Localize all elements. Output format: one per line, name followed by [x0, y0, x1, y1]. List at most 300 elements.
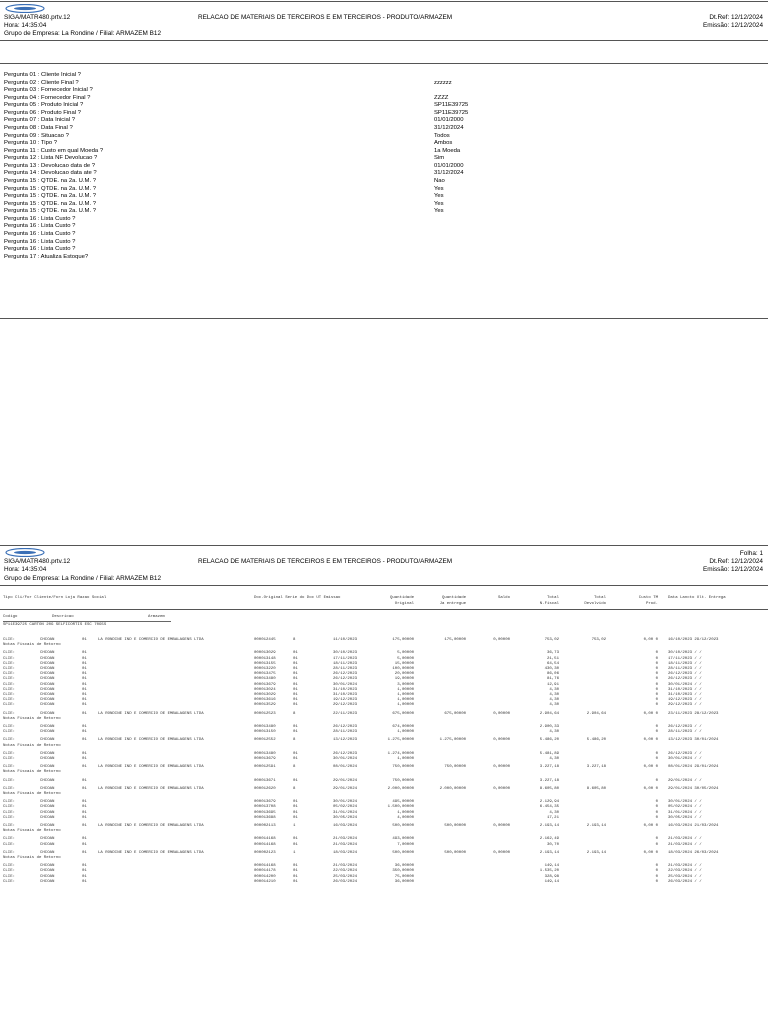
row-client-code: CHCOAN [40, 638, 55, 642]
row-series: 01 [293, 778, 298, 783]
row-issue-date: 30/05/2024 [333, 815, 358, 820]
row-dates: 30/01/2024 / / [668, 800, 702, 805]
row-invoice-total: 3.227,18 [539, 778, 559, 783]
row-cost: 0 [655, 869, 658, 874]
row-qty-original: 1,00000 [397, 703, 414, 708]
row-returned-total: 2.904,64 [586, 711, 606, 716]
row-invoice-total: 4,30 [549, 693, 559, 697]
sub-header-description: Descricao [52, 615, 74, 619]
row-dates: 30/10/2023 / / [668, 651, 702, 656]
row-series: 01 [293, 667, 298, 671]
parameter-answer: 1a Moeda [434, 147, 461, 154]
parameter-answer: Sim [434, 155, 445, 162]
row-document: 000013029 [254, 693, 276, 697]
row-issue-date: 31/01/2024 [333, 810, 358, 815]
row-qty-original: 1.274,00000 [387, 751, 414, 756]
row-qty-delivered: 175,00000 [444, 638, 466, 642]
row-series: 01 [293, 656, 298, 661]
return-notes-label: Notas Fiscais de Retorno [3, 743, 61, 748]
row-series: 01 [293, 805, 298, 810]
row-document: 000013708 [254, 805, 276, 810]
row-invoice-total: 1.535,20 [539, 869, 559, 874]
row-cost: 0 [655, 693, 658, 697]
row-store: 01 [82, 810, 87, 815]
row-dates: 16/10/2023 29/12/2023 [668, 638, 719, 642]
col-header-returned-total-2: Devolvido [584, 602, 606, 606]
totvs-logo-icon [5, 548, 45, 557]
row-dates: 29/12/2023 / / [668, 703, 702, 708]
row-balance: 0,00000 [493, 850, 510, 855]
row-series: 01 [293, 730, 298, 735]
row-client-code: CHCOAN [40, 661, 55, 666]
row-cost: 0 [655, 725, 658, 729]
row-dates: 17/11/2023 / / [668, 656, 702, 661]
issue-date: Emissão: 12/12/2024 [702, 22, 763, 29]
ref-date: Dt.Ref: 12/12/2024 [709, 558, 763, 565]
return-notes-label: Notas Fiscais de Retorno [3, 856, 61, 860]
row-invoice-total: 430,30 [544, 667, 559, 671]
row-issue-date: 19/12/2023 [333, 698, 358, 703]
row-document: 000012445 [254, 638, 276, 642]
return-notes-label: Notas Fiscais de Retorno [3, 643, 61, 648]
parameter-answer: Nao [434, 177, 445, 184]
row-client-code: CHCOAN [40, 765, 55, 770]
row-cost: 0 [655, 651, 658, 656]
row-issue-date: 30/01/2024 [333, 757, 358, 761]
row-invoice-total: 4,30 [549, 698, 559, 703]
row-party-type: CLIE: [3, 687, 16, 692]
row-qty-original: 20,00000 [394, 672, 414, 677]
row-issue-date: 28/11/2023 [333, 730, 358, 735]
row-cost: 0,00 0 [643, 738, 658, 743]
row-cost: 0 [655, 800, 658, 805]
row-party-type: CLIE: [3, 651, 16, 656]
row-company-name: LA RONDINE IND E COMERCIO DE EMBALAGENS LTDA [98, 824, 204, 828]
row-party-type: CLIE: [3, 667, 16, 671]
row-series: 1 [293, 850, 296, 855]
row-dates: 21/03/2024 / / [668, 864, 702, 869]
page-number: Folha: 1 [739, 550, 763, 557]
row-qty-original: 500,00000 [392, 824, 414, 828]
row-series: 8 [293, 765, 296, 770]
row-cost: 0 [655, 778, 658, 783]
row-client-code: CHCOAN [40, 786, 55, 791]
row-qty-delivered: 675,00000 [444, 711, 466, 716]
row-party-type: CLIE: [3, 751, 16, 756]
row-series: 01 [293, 874, 298, 879]
parameter-answer: ZZZZ [434, 94, 449, 101]
parameter-question: Pergunta 17 : Atualiza Estoque? [4, 253, 89, 260]
row-issue-date: 25/03/2024 [333, 874, 358, 879]
row-client-code: CHCOAN [40, 874, 55, 879]
row-document: 000012552 [254, 738, 276, 743]
row-document: 000013688 [254, 815, 276, 820]
row-client-code: CHCOAN [40, 805, 55, 810]
row-store: 01 [82, 651, 87, 656]
row-series: 01 [293, 757, 298, 761]
parameter-question: Pergunta 15 : QTDE. na 2a. U.M. ? [4, 177, 97, 184]
row-cost: 0 [655, 677, 658, 682]
row-document: 000013220 [254, 667, 276, 671]
row-client-code: CHCOAN [40, 651, 55, 656]
row-qty-original: 1.275,00000 [387, 738, 414, 743]
row-document: 000013679 [254, 682, 276, 687]
row-series: 01 [293, 800, 298, 805]
row-balance: 0,00000 [493, 765, 510, 770]
row-qty-original: 175,00000 [392, 638, 414, 642]
row-qty-original: 1,00000 [397, 698, 414, 703]
row-company-name: LA RONDINE IND E COMERCIO DE EMBALAGENS LTDA [98, 786, 204, 791]
parameter-answer: zzzzzz [434, 79, 452, 86]
row-cost: 0 [655, 810, 658, 815]
row-party-type: CLIE: [3, 677, 16, 682]
parameter-answer: Yes [434, 208, 444, 215]
row-company-name: LA RONDINE IND E COMERCIO DE EMBALAGENS LTDA [98, 711, 204, 716]
program-name: SIGA/MATR480.prtv.12 [4, 14, 71, 21]
top-rule [0, 1, 768, 2]
row-qty-delivered: 2.000,00000 [439, 786, 466, 791]
row-dates: 26/03/2024 / / [668, 879, 702, 884]
row-client-code: CHCOAN [40, 672, 55, 677]
row-store: 01 [82, 751, 87, 756]
parameter-question: Pergunta 15 : QTDE. na 2a. U.M. ? [4, 208, 97, 215]
row-client-code: CHCOAN [40, 677, 55, 682]
row-store: 01 [82, 805, 87, 810]
row-issue-date: 22/03/2024 [333, 869, 358, 874]
row-qty-delivered: 500,00000 [444, 824, 466, 828]
row-qty-original: 19,00000 [394, 677, 414, 682]
header-rule [0, 585, 768, 586]
row-client-code: CHCOAN [40, 730, 55, 735]
row-client-code: CHCOAN [40, 738, 55, 743]
row-document: 000013679 [254, 757, 276, 761]
row-issue-date: 08/01/2024 [333, 765, 358, 770]
report-page-2 [0, 545, 768, 1024]
row-store: 01 [82, 703, 87, 708]
row-store: 01 [82, 672, 87, 677]
parameter-question: Pergunta 16 : Lista Custo ? [4, 230, 76, 237]
col-header-balance: Saldo [497, 596, 510, 600]
row-document: 000013480 [254, 677, 276, 682]
row-invoice-total: 4,30 [549, 703, 559, 708]
row-client-code: CHCOAN [40, 837, 55, 842]
company-group: Grupo de Empresa: La Rondine / Filial: ARMAZEM B12 [4, 575, 161, 582]
row-qty-original: 1,00000 [397, 810, 414, 815]
row-invoice-total: 8.605,80 [539, 786, 559, 791]
ref-date: Dt.Ref: 12/12/2024 [709, 14, 763, 21]
row-dates: 22/03/2024 / / [668, 869, 702, 874]
row-dates: 13/12/2023 30/01/2024 [668, 738, 719, 743]
row-client-code: CHCOAN [40, 698, 55, 703]
row-invoice-total: 81,76 [546, 677, 559, 682]
parameter-question: Pergunta 15 : QTDE. na 2a. U.M. ? [4, 193, 97, 200]
parameter-question: Pergunta 15 : QTDE. na 2a. U.M. ? [4, 200, 97, 207]
row-invoice-total: 17,21 [546, 815, 559, 820]
row-dates: 25/03/2024 / / [668, 874, 702, 879]
row-invoice-total: 30,70 [546, 842, 559, 847]
row-store: 01 [82, 778, 87, 783]
row-cost: 0 [655, 751, 658, 756]
row-document: 000013155 [254, 661, 276, 666]
row-invoice-total: 2.129,94 [539, 800, 559, 805]
col-header-dates: Data Lancto Ult. Entrega [668, 596, 726, 600]
row-client-code: CHCOAN [40, 824, 55, 828]
row-cost: 0 [655, 656, 658, 661]
parameter-question: Pergunta 12 : Lista NF Devolucao ? [4, 155, 98, 162]
row-party-type: CLIE: [3, 682, 16, 687]
row-document: 000013480 [254, 751, 276, 756]
row-returned-total: 5.486,20 [586, 738, 606, 743]
row-series: 1 [293, 824, 296, 828]
row-invoice-total: 6.454,35 [539, 805, 559, 810]
row-party-type: CLIE: [3, 765, 16, 770]
row-client-code: CHCOAN [40, 687, 55, 692]
row-qty-original: 1,00000 [397, 730, 414, 735]
row-client-code: CHCOAN [40, 869, 55, 874]
row-document: 000013150 [254, 730, 276, 735]
row-cost: 0 [655, 687, 658, 692]
row-invoice-total: 12,91 [546, 682, 559, 687]
row-qty-original: 1,00000 [397, 757, 414, 761]
print-time: Hora: 14:35:04 [4, 22, 47, 29]
sub-header-warehouse: Armazem [148, 615, 165, 619]
row-client-code: CHCOAN [40, 850, 55, 855]
row-party-type: CLIE: [3, 800, 16, 805]
row-dates: 28/11/2023 / / [668, 730, 702, 735]
row-cost: 0 [655, 730, 658, 735]
parameter-question: Pergunta 01 : Cliente Inicial ? [4, 72, 81, 78]
row-qty-original: 750,00000 [392, 765, 414, 770]
row-party-type: CLIE: [3, 837, 16, 842]
row-dates: 28/11/2023 / / [668, 667, 702, 671]
row-issue-date: 29/12/2023 [333, 703, 358, 708]
row-series: 01 [293, 879, 298, 884]
parameter-answer: Ambos [434, 140, 453, 147]
report-title: RELACAO DE MATERIAIS DE TERCEIROS E EM TERCEIROS - PRODUTO/ARMAZEM [198, 14, 453, 21]
row-dates: 30/05/2024 / / [668, 815, 702, 820]
row-document: 000013148 [254, 656, 276, 661]
return-notes-label: Notas Fiscais de Retorno [3, 829, 61, 834]
row-series: 8 [293, 786, 296, 791]
row-qty-original: 493,00000 [392, 837, 414, 842]
row-store: 01 [82, 800, 87, 805]
row-store: 01 [82, 725, 87, 729]
row-dates: 05/02/2024 / / [668, 805, 702, 810]
return-notes-label: Notas Fiscais de Retorno [3, 716, 61, 721]
row-dates: 30/01/2024 / / [668, 757, 702, 761]
row-party-type: CLIE: [3, 711, 16, 716]
row-issue-date: 18/11/2023 [333, 661, 358, 666]
row-dates: 31/10/2023 / / [668, 687, 702, 692]
row-qty-original: 100,00000 [392, 667, 414, 671]
row-qty-original: 1,00000 [397, 693, 414, 697]
row-party-type: CLIE: [3, 656, 16, 661]
row-store: 01 [82, 638, 87, 642]
row-series: 01 [293, 869, 298, 874]
report-title: RELACAO DE MATERIAIS DE TERCEIROS E EM TERCEIROS - PRODUTO/ARMAZEM [198, 558, 453, 565]
row-qty-original: 495,00000 [392, 800, 414, 805]
row-document: 000013024 [254, 687, 276, 692]
row-client-code: CHCOAN [40, 864, 55, 869]
parameter-question: Pergunta 03 : Fornecedor Inicial ? [4, 87, 93, 94]
row-document: 000013029 [254, 651, 276, 656]
row-store: 01 [82, 693, 87, 697]
row-party-type: CLIE: [3, 672, 16, 677]
row-series: 01 [293, 751, 298, 756]
row-document: 000014168 [254, 837, 276, 842]
row-client-code: CHCOAN [40, 703, 55, 708]
parameter-answer: Todos [434, 132, 450, 139]
row-document: 000014210 [254, 879, 276, 884]
row-store: 01 [82, 879, 87, 884]
row-document: 000014168 [254, 864, 276, 869]
col-header-cost: Custo TM [638, 596, 658, 600]
row-issue-date: 28/11/2023 [333, 667, 358, 671]
row-party-type: CLIE: [3, 703, 16, 708]
row-cost: 0 [655, 757, 658, 761]
col-header-qty-original-2: Original [394, 602, 414, 606]
row-store: 01 [82, 786, 87, 791]
row-series: 01 [293, 677, 298, 682]
row-issue-date: 13/12/2023 [333, 738, 358, 743]
row-store: 01 [82, 757, 87, 761]
row-issue-date: 17/11/2023 [333, 656, 358, 661]
row-dates: 19/12/2023 / / [668, 698, 702, 703]
row-invoice-total: 5.481,89 [539, 751, 559, 756]
row-invoice-total: 4,30 [549, 730, 559, 735]
row-invoice-total: 2.193,14 [539, 850, 559, 855]
row-document: 000013679 [254, 800, 276, 805]
row-document: 000013616 [254, 698, 276, 703]
parameter-question: Pergunta 06 : Produto Final ? [4, 109, 81, 116]
col-header-qty-delivered-2: Ja entregue [439, 602, 466, 606]
row-cost: 0 [655, 874, 658, 879]
row-returned-total: 753,02 [591, 638, 606, 642]
row-series: 01 [293, 698, 298, 703]
row-dates: 18/03/2024 26/03/2024 [668, 850, 719, 855]
row-cost: 0 [655, 864, 658, 869]
parameter-question: Pergunta 16 : Lista Custo ? [4, 223, 76, 230]
row-document: 000014200 [254, 874, 276, 879]
row-balance: 0,00000 [493, 638, 510, 642]
row-invoice-total: 2.193,14 [539, 824, 559, 828]
row-party-type: CLIE: [3, 810, 16, 815]
row-dates: 29/01/2024 / / [668, 778, 702, 783]
col-header-rule [0, 609, 768, 610]
row-series: 01 [293, 682, 298, 687]
row-issue-date: 26/12/2023 [333, 725, 358, 729]
row-qty-original: 5,00000 [397, 656, 414, 661]
row-qty-original: 15,00000 [394, 661, 414, 666]
row-invoice-total: 36,73 [546, 651, 559, 656]
row-series: 01 [293, 837, 298, 842]
parameter-question: Pergunta 07 : Data Inicial ? [4, 117, 76, 124]
issue-date: Emissão: 12/12/2024 [702, 566, 763, 573]
row-issue-date: 18/03/2024 [333, 850, 358, 855]
row-dates: 26/12/2023 / / [668, 725, 702, 729]
row-client-code: CHCOAN [40, 725, 55, 729]
row-party-type: CLIE: [3, 698, 16, 703]
row-balance: 0,00000 [493, 824, 510, 828]
row-cost: 0 [655, 879, 658, 884]
row-issue-date: 21/03/2024 [333, 864, 358, 869]
row-invoice-total: 4,30 [549, 687, 559, 692]
parameter-answer: 31/12/2024 [434, 124, 464, 131]
totvs-logo-icon [5, 4, 45, 13]
parameter-question: Pergunta 02 : Cliente Final ? [4, 79, 79, 86]
row-series: 01 [293, 687, 298, 692]
row-invoice-total: 149,14 [544, 879, 559, 884]
row-client-code: CHCOAN [40, 757, 55, 761]
row-returned-total: 3.227,18 [586, 765, 606, 770]
col-header-cost-2: Prod. [645, 602, 658, 606]
row-invoice-total: 5.486,20 [539, 738, 559, 743]
row-issue-date: 31/10/2023 [333, 693, 358, 697]
parameter-question: Pergunta 10 : Tipo ? [4, 140, 58, 147]
row-dates: 26/12/2023 / / [668, 751, 702, 756]
row-client-code: CHCOAN [40, 656, 55, 661]
return-notes-label: Notas Fiscais de Retorno [3, 770, 61, 775]
row-document: 000013695 [254, 810, 276, 815]
row-client-code: CHCOAN [40, 815, 55, 820]
row-qty-original: 2.000,00000 [387, 786, 414, 791]
row-client-code: CHCOAN [40, 842, 55, 847]
row-series: 01 [293, 810, 298, 815]
row-store: 01 [82, 864, 87, 869]
row-client-code: CHCOAN [40, 751, 55, 756]
row-cost: 0 [655, 703, 658, 708]
row-company-name: LA RONDINE IND E COMERCIO DE EMBALAGENS LTDA [98, 738, 204, 743]
row-series: 01 [293, 693, 298, 697]
row-party-type: CLIE: [3, 638, 16, 642]
row-series: 01 [293, 703, 298, 708]
row-store: 01 [82, 698, 87, 703]
parameter-question: Pergunta 15 : QTDE. na 2a. U.M. ? [4, 185, 97, 192]
row-document: 000002123 [254, 850, 276, 855]
header-rule [0, 40, 768, 41]
row-cost: 0,00 0 [643, 824, 658, 828]
row-store: 01 [82, 874, 87, 879]
row-issue-date: 11/10/2023 [333, 638, 358, 642]
parameter-question: Pergunta 09 : Situacao ? [4, 132, 69, 139]
row-issue-date: 30/10/2023 [333, 651, 358, 656]
params-top-rule [0, 63, 768, 64]
row-dates: 30/01/2024 / / [668, 682, 702, 687]
row-company-name: LA RONDINE IND E COMERCIO DE EMBALAGENS LTDA [98, 765, 204, 770]
sub-header-code: Codigo [3, 615, 18, 619]
row-document: 000014178 [254, 869, 276, 874]
parameter-answer: Yes [434, 185, 444, 192]
row-party-type: CLIE: [3, 725, 16, 729]
row-store: 01 [82, 730, 87, 735]
row-issue-date: 30/01/2024 [333, 800, 358, 805]
parameter-answer: 01/01/2000 [434, 117, 464, 124]
row-dates: 21/03/2024 / / [668, 842, 702, 847]
row-dates: 18/11/2023 / / [668, 661, 702, 666]
row-party-type: CLIE: [3, 693, 16, 697]
row-client-code: CHCOAN [40, 693, 55, 697]
row-invoice-total: 21,51 [546, 656, 559, 661]
row-issue-date: 16/03/2024 [333, 824, 358, 828]
row-client-code: CHCOAN [40, 810, 55, 815]
row-dates: 29/01/2024 30/05/2024 [668, 786, 719, 791]
row-series: 01 [293, 661, 298, 666]
parameter-answer: SP11E39725 [434, 102, 469, 109]
row-qty-original: 350,00000 [392, 869, 414, 874]
row-store: 01 [82, 738, 87, 743]
row-qty-original: 750,00000 [392, 778, 414, 783]
row-issue-date: 30/01/2024 [333, 682, 358, 687]
